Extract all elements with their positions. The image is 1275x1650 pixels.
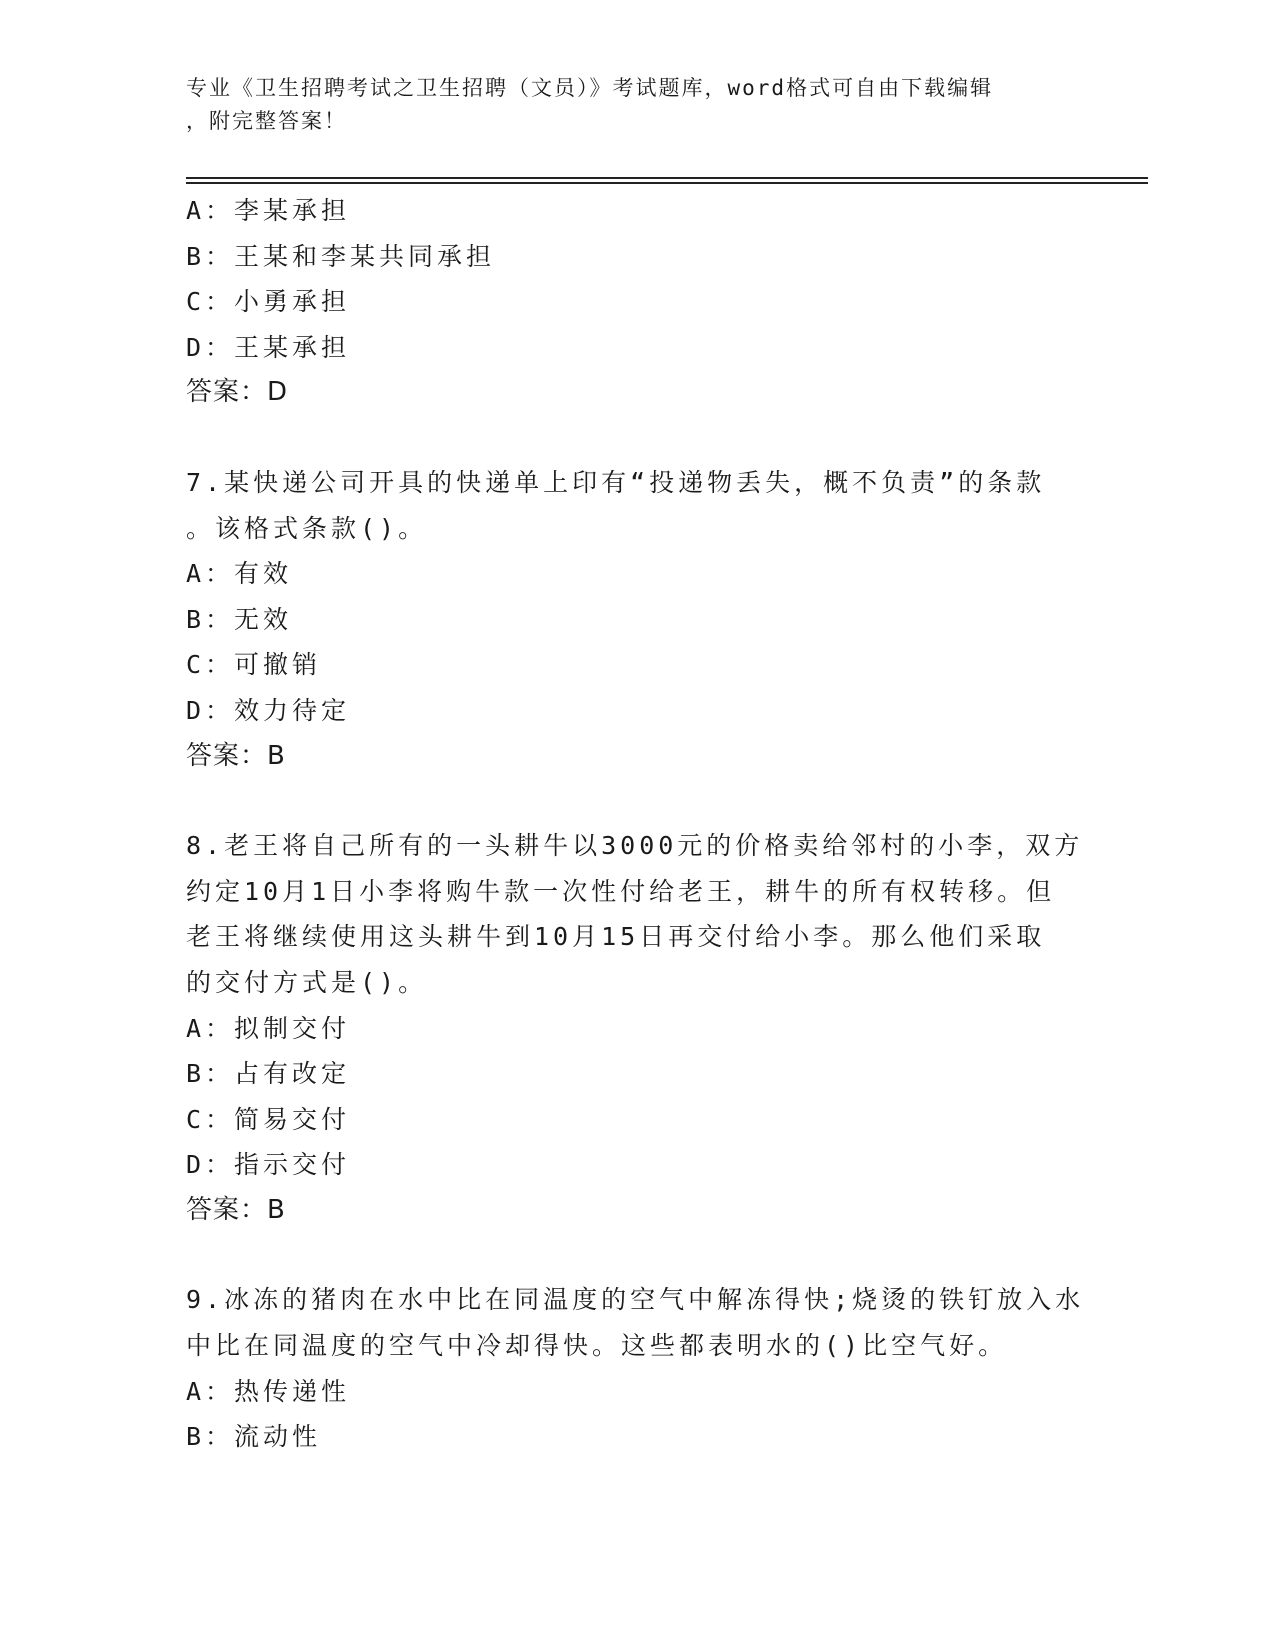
header-title-line-1: 专业《卫生招聘考试之卫生招聘（文员）》考试题库，word格式可自由下载编辑 xyxy=(186,76,994,100)
question-stem-line: 9.冰冻的猪肉在水中比在同温度的空气中解冻得快;烧烫的铁钉放入水 xyxy=(186,1285,1085,1315)
question-spacer xyxy=(186,1233,1086,1277)
question-stem-line: 约定10月1日小李将购牛款一次性付给老王，耕牛的所有权转移。但 xyxy=(186,876,1056,906)
question-stem-line: 。该格式条款()。 xyxy=(186,513,428,543)
document-header xyxy=(186,72,1086,138)
question-7 xyxy=(186,460,1086,779)
question-spacer xyxy=(186,779,1086,823)
answer: 答案：D xyxy=(186,377,289,408)
question-stem-line: 的交付方式是()。 xyxy=(186,967,428,997)
option-d: D：指示交付 xyxy=(186,1150,351,1180)
question-list xyxy=(186,188,1086,1460)
question-6 xyxy=(186,188,1086,416)
option-b: B：占有改定 xyxy=(186,1059,351,1089)
question-9 xyxy=(186,1277,1086,1459)
option-b: B：流动性 xyxy=(186,1422,322,1452)
question-stem-line: 7.某快递公司开具的快递单上印有“投递物丢失，概不负责”的条款 xyxy=(186,467,1046,497)
option-a: A：拟制交付 xyxy=(186,1013,351,1043)
option-a: A：有效 xyxy=(186,559,293,589)
answer: 答案：B xyxy=(186,740,286,771)
option-d: D：王某承担 xyxy=(186,332,351,362)
option-c: C：可撤销 xyxy=(186,650,322,680)
option-c: C：简易交付 xyxy=(186,1104,351,1134)
option-a: A：李某承担 xyxy=(186,196,351,225)
option-c: C：小勇承担 xyxy=(186,287,351,317)
answer: 答案：B xyxy=(186,1194,286,1225)
header-divider-bottom xyxy=(186,182,1148,184)
question-stem-line: 老王将继续使用这头耕牛到10月15日再交付给小李。那么他们采取 xyxy=(186,922,1046,952)
question-8 xyxy=(186,823,1086,1233)
question-stem-line: 中比在同温度的空气中冷却得快。这些都表明水的()比空气好。 xyxy=(186,1331,1008,1361)
header-title-line-2: ，附完整答案！ xyxy=(186,109,347,133)
question-spacer xyxy=(186,416,1086,460)
option-a: A：热传递性 xyxy=(186,1376,351,1406)
option-d: D：效力待定 xyxy=(186,695,351,725)
header-divider-top xyxy=(186,177,1148,179)
option-b: B：无效 xyxy=(186,604,293,634)
question-stem-line: 8.老王将自己所有的一头耕牛以3000元的价格卖给邻村的小李，双方 xyxy=(186,831,1084,861)
option-b: B：王某和李某共同承担 xyxy=(186,241,496,271)
